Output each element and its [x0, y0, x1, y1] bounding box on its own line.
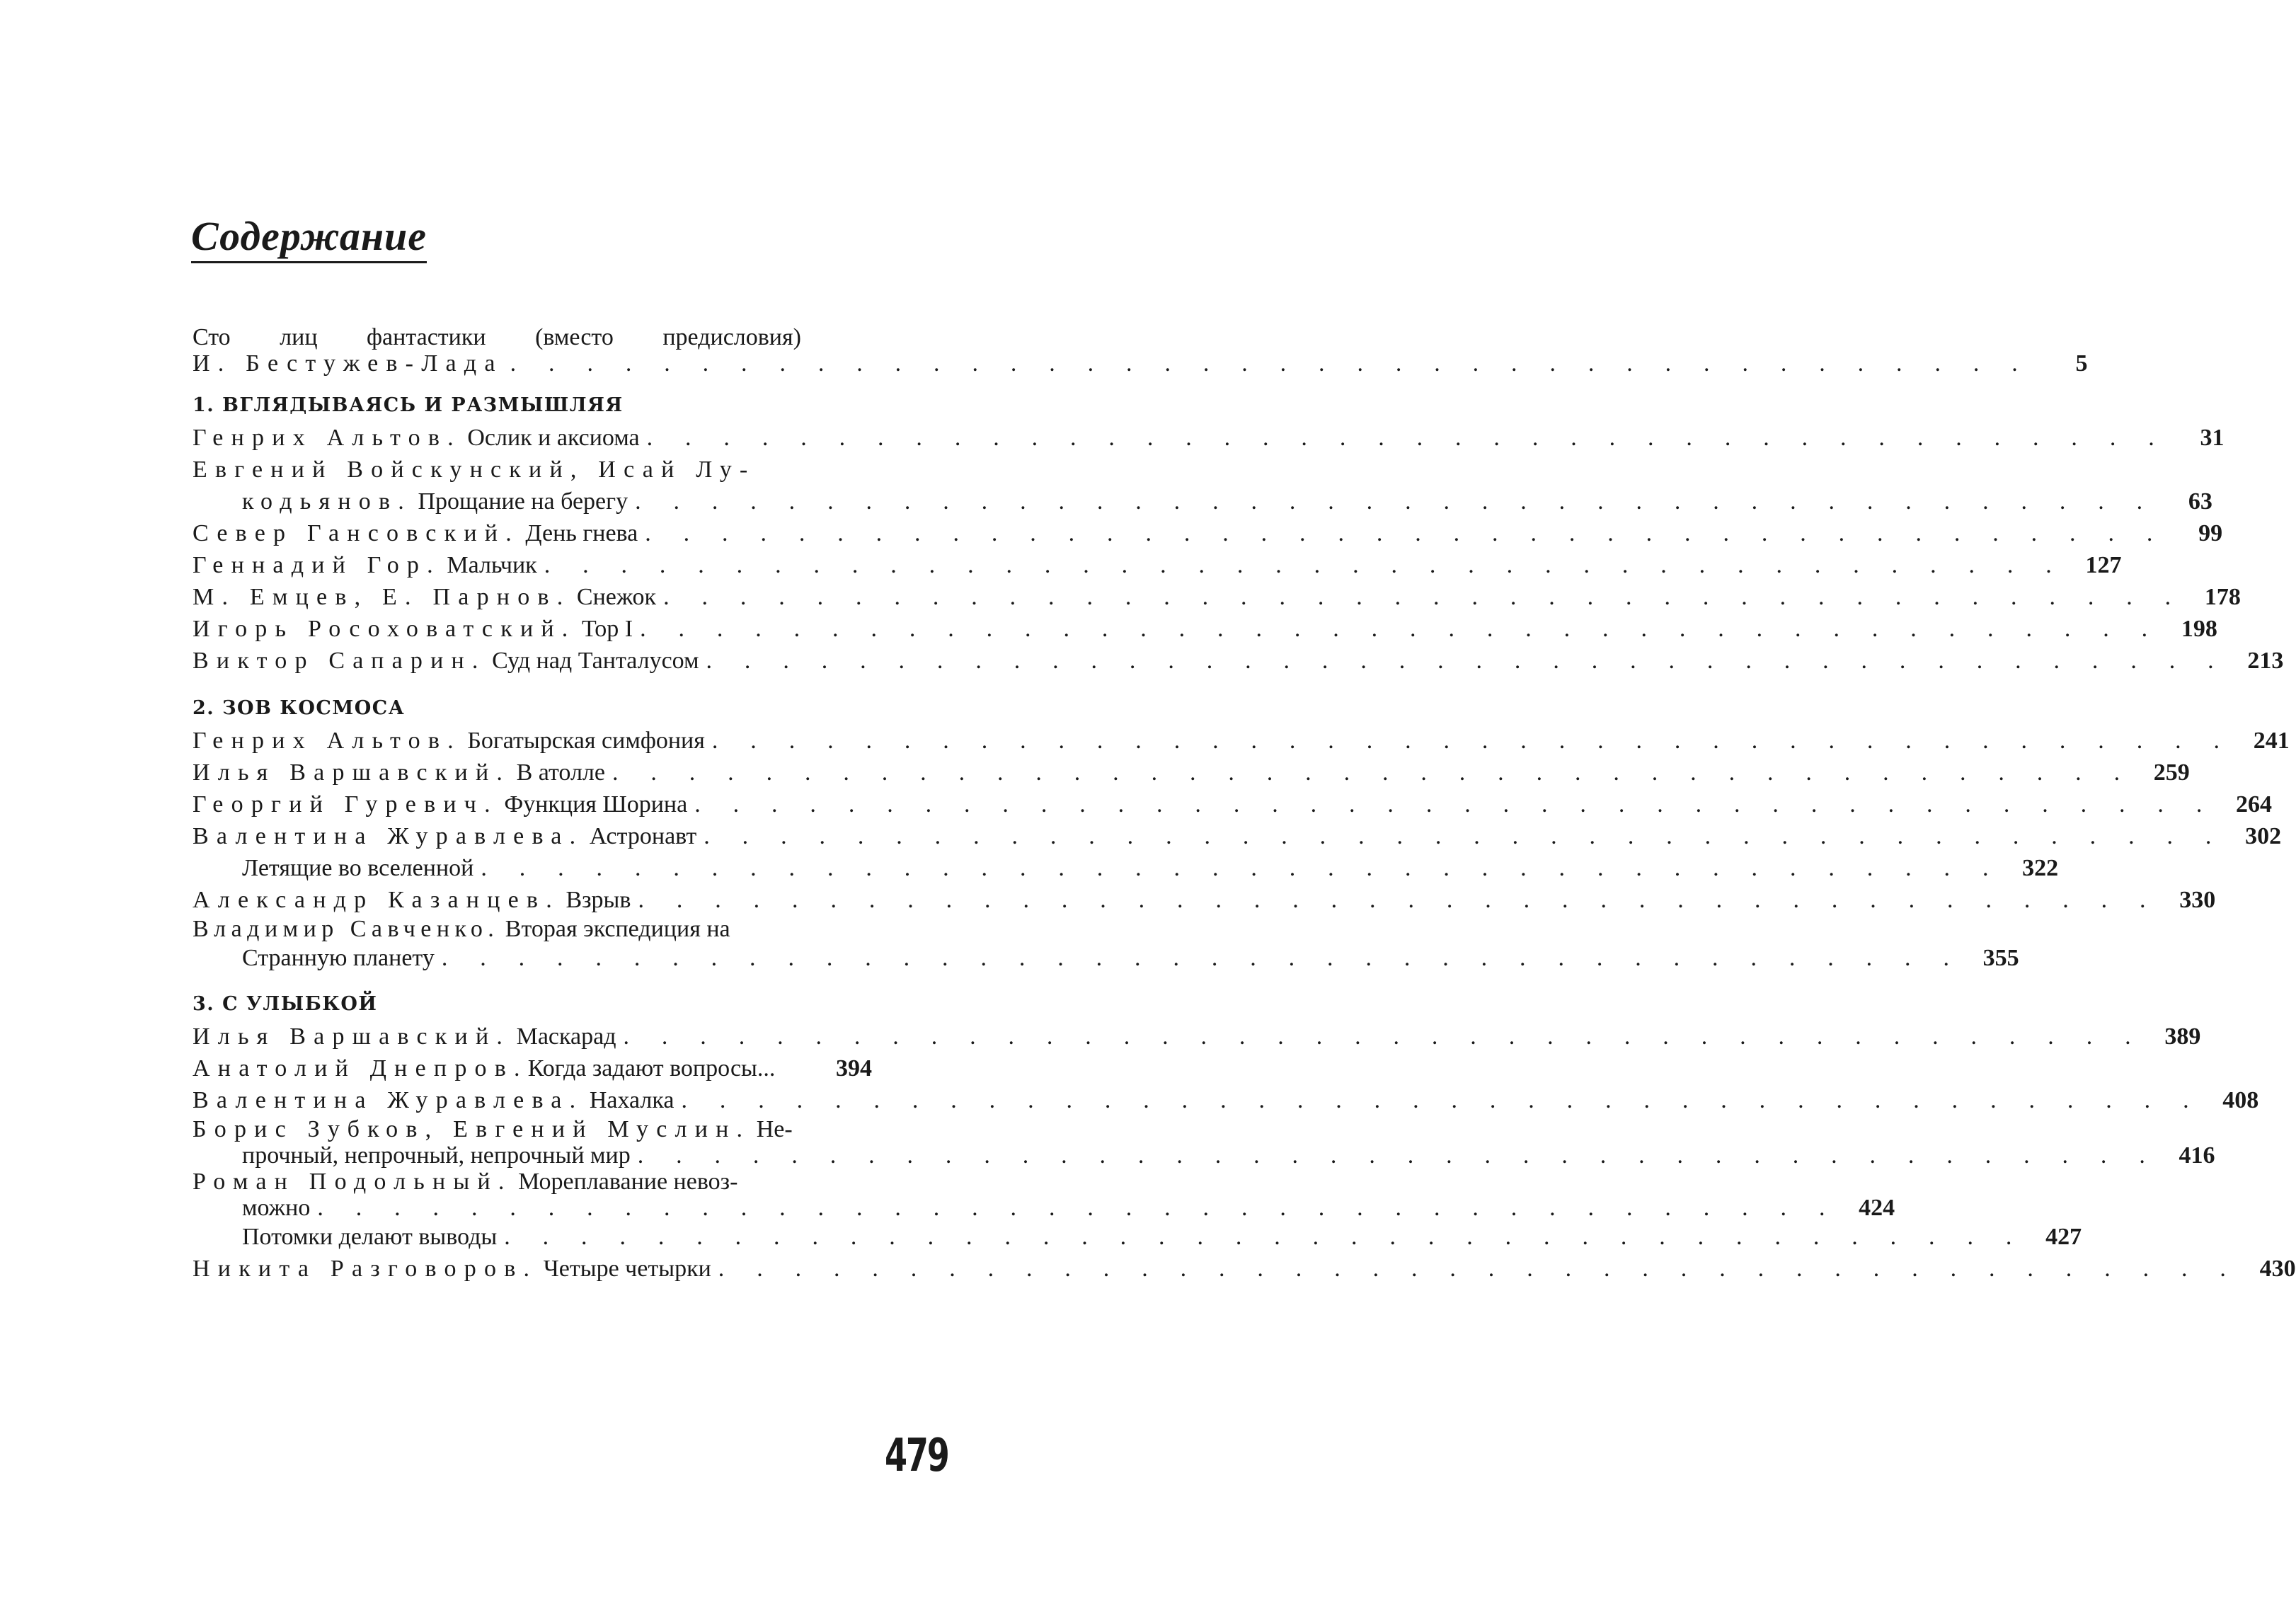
entry-author: Никита Разговоров.	[193, 1256, 538, 1282]
page-number: 31	[2200, 425, 2225, 451]
table-of-contents	[193, 324, 2296, 1285]
page-number: 394	[836, 1055, 872, 1081]
toc-entry[interactable]	[193, 1084, 2259, 1116]
entry-title: Вторая экспедиция на	[505, 916, 730, 942]
toc-entry[interactable]	[193, 1195, 1895, 1221]
leader-dots: . . . . . . . . . . . . . . . . . . . . . . . . . . . . . . . . . . . . . . . .	[441, 945, 1963, 971]
page-number: 322	[2022, 855, 2059, 881]
toc-entry[interactable]	[193, 350, 2088, 377]
page-number: 416	[2179, 1142, 2215, 1169]
toc-preface-line-1	[193, 324, 872, 350]
page-number: 198	[2181, 616, 2217, 642]
toc-entry[interactable]	[193, 1142, 2215, 1169]
page-number: 424	[1859, 1195, 1895, 1221]
page-number: 408	[2222, 1087, 2259, 1113]
toc-entry[interactable]	[193, 645, 2284, 677]
page-number: 5	[2075, 350, 2088, 377]
page-number: 241	[2253, 728, 2290, 754]
page-number: 427	[2045, 1224, 2082, 1250]
toc-entry[interactable]	[193, 517, 2223, 549]
entry-title: Снежок	[576, 584, 657, 610]
entry-title: Когда задают вопросы...	[527, 1055, 776, 1081]
toc-entry[interactable]	[193, 486, 2212, 517]
entry-title: Мальчик	[447, 552, 537, 578]
entry-title: Потомки делают выводы	[242, 1224, 498, 1250]
leader-dots: . . . . . . . . . . . . . . . . . . . . . . . . . . . . . . . . . . . . . . . .	[711, 728, 2233, 754]
leader-dots: . . . . . . . . . . . . . . . . . . . . . . . . . . . . . . . . . . . . . . . .	[646, 425, 2168, 451]
page-number: 430	[2259, 1256, 2296, 1282]
entry-author: Илья Варшавский.	[193, 1023, 511, 1050]
page-number: 63	[2188, 488, 2212, 515]
entry-author: Север Гансовский.	[193, 520, 520, 546]
word: предисловия)	[662, 324, 801, 350]
section-heading: 1. ВГЛЯДЫВАЯСЬ И РАЗМЫШЛЯЯ	[193, 394, 624, 416]
toc-entry[interactable]	[193, 1253, 2296, 1285]
leader-dots: . . . . . . . . . . . . . . . . . . . . . . . . . . . . . . . . . . . . . . . .	[694, 791, 2216, 817]
toc-entry[interactable]	[193, 1021, 2201, 1052]
toc-entry-line	[193, 916, 872, 942]
entry-title-continued: можно	[242, 1195, 311, 1221]
leader-dots: . . . . . . . . . . . . . . . . . . . . . . . . . . . . . . . . . . . . . . . .	[481, 855, 2002, 881]
toc-entry[interactable]	[193, 820, 2282, 852]
entry-title: Богатырская симфония	[467, 728, 705, 754]
leader-dots: . . . . . . . . . . . . . . . . . . . . . . . . . . . . . . . . . . . . . . . .	[544, 552, 2065, 578]
leader-dots: . . . . . . . . . . . . . . . . . . . . . . . . . . . . . . . . . . . . . . . .	[704, 823, 2225, 849]
toc-entry-line	[193, 1116, 872, 1142]
entry-author: Евгений Войскунский, Исай Лу-	[193, 457, 756, 483]
page-number: 178	[2204, 584, 2241, 610]
entry-author: Геннадий Гор.	[193, 552, 441, 578]
toc-entry[interactable]	[193, 1221, 2082, 1253]
entry-title: Маскарад	[516, 1023, 616, 1050]
page-number: 264	[2236, 791, 2273, 817]
entry-author: Валентина Журавлева.	[193, 823, 584, 849]
toc-entry[interactable]	[193, 1052, 872, 1084]
entry-author: Генрих Альтов.	[193, 425, 461, 451]
entry-author: Владимир Савченко.	[193, 916, 500, 942]
entry-author: Борис Зубков, Евгений Муслин.	[193, 1116, 751, 1142]
entry-title: Летящие во вселенной	[242, 855, 474, 881]
leader-dots: . . . . . . . . . . . . . . . . . . . . . . . . . . . . . . . . . . . . . . . .	[510, 350, 2031, 377]
section-heading: 3. С УЛЫБКОЙ	[193, 993, 378, 1015]
entry-author: Роман Подольный.	[193, 1169, 512, 1195]
entry-title: Тор I	[582, 616, 633, 642]
leader-dots: . . . . . . . . . . . . . . . . . . . . . . . . . . . . . . . . . . . . . . . .	[645, 520, 2166, 546]
page-title: Содержание	[191, 216, 427, 263]
page-number: 127	[2085, 552, 2122, 578]
leader-dots: . . . . . . . . . . . . . . . . . . . . . . . . . . . . . . . . . . . . . . . .	[663, 584, 2184, 610]
page-number: 213	[2247, 648, 2284, 674]
leader-dots: . . . . . . . . . . . . . . . . . . . . . . . . . . . . . . . . . . . . . . . .	[504, 1224, 2026, 1250]
toc-entry-line	[193, 1169, 872, 1195]
entry-author: Георгий Гуревич.	[193, 791, 498, 817]
toc-entry[interactable]	[193, 788, 2273, 820]
entry-author: Александр Казанцев.	[193, 887, 560, 913]
toc-entry[interactable]	[193, 942, 2019, 974]
leader-dots: . . . . . . . . . . . . . . . . . . . . . . . . . . . . . . . . . . . . . . . .	[637, 1142, 2159, 1169]
page-number: 355	[1982, 945, 2019, 971]
entry-title: Не-	[756, 1116, 793, 1142]
entry-author: Илья Варшавский.	[193, 759, 511, 786]
leader-dots: . . . . . . . . . . . . . . . . . . . . . . . . . . . . . . . . . . . . . . . .	[638, 887, 2159, 913]
page-number: 330	[2179, 887, 2216, 913]
toc-entry[interactable]	[193, 422, 2225, 454]
entry-author: М. Емцев, Е. Парнов.	[193, 584, 571, 610]
entry-author: Валентина Журавлева.	[193, 1087, 584, 1113]
leader-dots: . . . . . . . . . . . . . . . . . . . . . . . . . . . . . . . . . . . . . . . .	[635, 488, 2156, 515]
page-folio-number: 479	[885, 1430, 948, 1482]
entry-title: В атолле	[516, 759, 605, 786]
entry-title-continued: прочный, непрочный, непрочный мир	[242, 1142, 631, 1169]
toc-entry-line	[193, 454, 872, 486]
toc-entry[interactable]	[193, 581, 2241, 613]
leader-dots: . . . . . . . . . . . . . . . . . . . . . . . . . . . . . . . . . . . . . . . .	[623, 1023, 2145, 1050]
toc-entry[interactable]	[193, 725, 2290, 757]
section-heading: 2. ЗОВ КОСМОСА	[193, 697, 406, 719]
leader-dots: . . . . . . . . . . . . . . . . . . . . . . . . . . . . . . . . . . . . . . . .	[640, 616, 2161, 642]
word: Сто	[193, 324, 231, 350]
word: фантастики	[367, 324, 486, 350]
entry-title: Мореплавание невоз-	[518, 1169, 738, 1195]
entry-author: Виктор Сапарин.	[193, 648, 486, 674]
leader-dots: . . . . . . . . . . . . . . . . . . . . . . . . . . . . . . . . . . . . . . . .	[718, 1256, 2239, 1282]
entry-author-continued: кодьянов.	[242, 488, 412, 515]
entry-title-continued: Странную планету	[242, 945, 435, 971]
entry-title: Взрыв	[566, 887, 631, 913]
page-number: 389	[2164, 1023, 2201, 1050]
toc-entry[interactable]	[193, 549, 2122, 581]
entry-title: День гнева	[525, 520, 638, 546]
word: (вместо	[535, 324, 614, 350]
page-number: 259	[2153, 759, 2190, 786]
leader-dots: . . . . . . . . . . . . . . . . . . . . . . . . . . . . . . . . . . . . . . . .	[681, 1087, 2203, 1113]
entry-author: Игорь Росоховатский.	[193, 616, 576, 642]
word: лиц	[280, 324, 318, 350]
entry-title: Астронавт	[589, 823, 697, 849]
toc-entry[interactable]	[193, 613, 2217, 645]
entry-author: Генрих Альтов.	[193, 728, 461, 754]
entry-title: Прощание на берегу	[418, 488, 628, 515]
leader-dots: . . . . . . . . . . . . . . . . . . . . . . . . . . . . . . . . . . . . . . . .	[612, 759, 2133, 786]
entry-author: Анатолий Днепров.	[193, 1055, 528, 1081]
leader-dots: . . . . . . . . . . . . . . . . . . . . . . . . . . . . . . . . . . . . . . . .	[706, 648, 2227, 674]
page-number: 99	[2198, 520, 2223, 546]
entry-title: Функция Шорина	[504, 791, 688, 817]
toc-entry[interactable]	[193, 757, 2190, 788]
entry-author: И. Бестужев-Лада	[193, 350, 503, 377]
page-number: 302	[2245, 823, 2282, 849]
entry-title: Нахалка	[589, 1087, 675, 1113]
leader-dots: . . . . . . . . . . . . . . . . . . . . . . . . . . . . . . . . . . . . . . . .	[317, 1195, 1839, 1221]
entry-title: Четыре четырки	[543, 1256, 711, 1282]
toc-entry[interactable]	[193, 852, 2059, 884]
entry-title: Ослик и аксиома	[467, 425, 640, 451]
toc-entry[interactable]	[193, 884, 2216, 916]
entry-title: Суд над Танталусом	[492, 648, 699, 674]
